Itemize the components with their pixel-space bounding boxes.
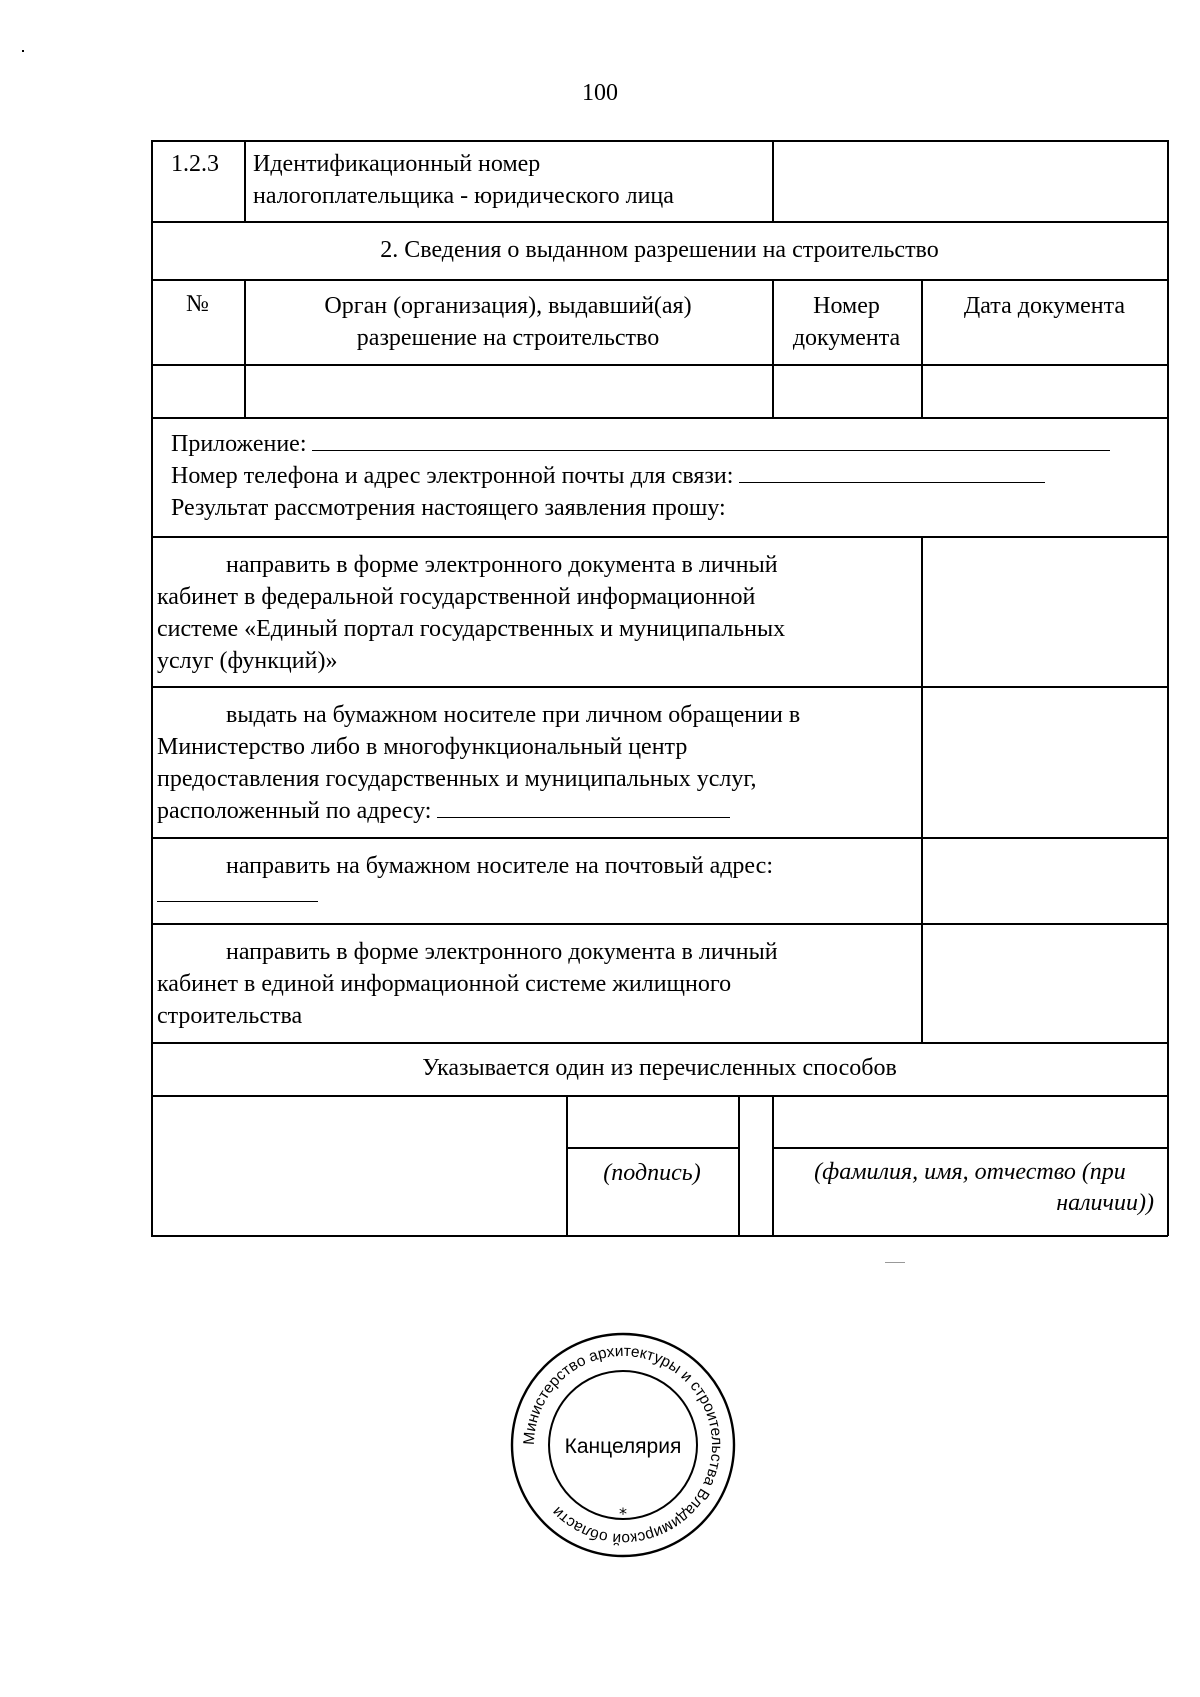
option-paper-inperson-checkbox[interactable] xyxy=(923,688,1166,836)
method-note: Указывается один из перечисленных способов xyxy=(422,1055,897,1081)
table-line xyxy=(151,279,1168,281)
option-epgu-line: системе «Единый портал государственных и муниципальных xyxy=(157,616,786,642)
table-line xyxy=(738,1095,740,1236)
scan-speck xyxy=(22,50,24,52)
contact-blank[interactable] xyxy=(739,462,1045,483)
scan-mark xyxy=(885,1262,905,1263)
option-epgu-line: кабинет в федеральной государственной информационной xyxy=(157,584,756,610)
contact-line xyxy=(171,460,1045,492)
attachment-line xyxy=(171,428,1110,460)
option-paper-inperson-text: расположенный по адресу: xyxy=(157,798,432,824)
address-blank[interactable] xyxy=(437,797,730,818)
tin-label-line: налогоплательщика - юридического лица xyxy=(253,183,674,209)
column-header-organ: Орган (организация), выдавший(ая) xyxy=(324,293,692,319)
application-form-table xyxy=(151,140,1168,1236)
option-epgu-line: услуг (функций)» xyxy=(157,648,338,674)
table-line xyxy=(151,417,1168,419)
column-header-number: № xyxy=(186,291,209,317)
postal-address-blank[interactable] xyxy=(157,881,318,902)
full-name-caption: (фамилия, имя, отчество (при xyxy=(814,1159,1126,1185)
tin-label-line: Идентификационный номер xyxy=(253,151,541,177)
stamp-center-text: Канцелярия xyxy=(564,1435,682,1458)
attachment-blank[interactable] xyxy=(312,430,1110,451)
option-epgu-checkbox[interactable] xyxy=(923,538,1166,685)
column-header-doc-date: Дата документа xyxy=(963,293,1126,319)
table-line xyxy=(244,140,246,221)
signature-caption: (подпись) xyxy=(603,1160,701,1186)
column-header-doc-number: Номер xyxy=(813,293,880,319)
table-line xyxy=(151,364,1168,366)
table-line xyxy=(151,140,1168,142)
result-label: Результат рассмотрения настоящего заявления прошу: xyxy=(171,495,726,521)
option-eisgs-line: строительства xyxy=(157,1003,303,1029)
stamp-star: * xyxy=(619,1504,627,1523)
table-line xyxy=(772,140,774,221)
option-eisgs-line: кабинет в единой информационной системе жилищного xyxy=(157,971,732,997)
table-line xyxy=(151,1235,1168,1237)
column-header-organ: разрешение на строительство xyxy=(356,325,660,351)
option-eisgs-line: направить в форме электронного документа в личный xyxy=(226,939,778,965)
signature-field[interactable] xyxy=(568,1097,737,1146)
option-epgu-line: направить в форме электронного документа в личный xyxy=(226,552,778,578)
full-name-field[interactable] xyxy=(774,1097,1166,1146)
attachment-label: Приложение: xyxy=(171,431,307,457)
option-eisgs-checkbox[interactable] xyxy=(923,925,1166,1041)
full-name-caption: наличии)) xyxy=(1056,1190,1154,1216)
option-paper-inperson-line: предоставления государственных и муниципальных услуг, xyxy=(157,766,757,792)
option-paper-inperson-line xyxy=(157,795,730,827)
column-header-doc-number: документа xyxy=(792,325,901,351)
option-paper-inperson-line: Министерство либо в многофункциональный центр xyxy=(157,734,688,760)
option-paper-post-checkbox[interactable] xyxy=(923,839,1166,922)
option-paper-post-line: направить на бумажном носителе на почтовый адрес: xyxy=(226,853,773,879)
contact-label: Номер телефона и адрес электронной почты для связи: xyxy=(171,463,734,489)
table-line xyxy=(151,1042,1168,1044)
stamp-ring-text: Министерство архитектуры и строительства Владимирской области xyxy=(520,1342,726,1548)
page-number: 100 xyxy=(582,80,618,106)
row-number: 1.2.3 xyxy=(171,151,219,177)
section-2-title: 2. Сведения о выданном разрешении на строительство xyxy=(380,237,939,263)
table-line xyxy=(566,1147,738,1149)
table-line xyxy=(772,1147,1168,1149)
option-paper-inperson-line: выдать на бумажном носителе при личном обращении в xyxy=(226,702,801,728)
table-line xyxy=(151,221,1168,223)
office-stamp xyxy=(508,1330,738,1560)
